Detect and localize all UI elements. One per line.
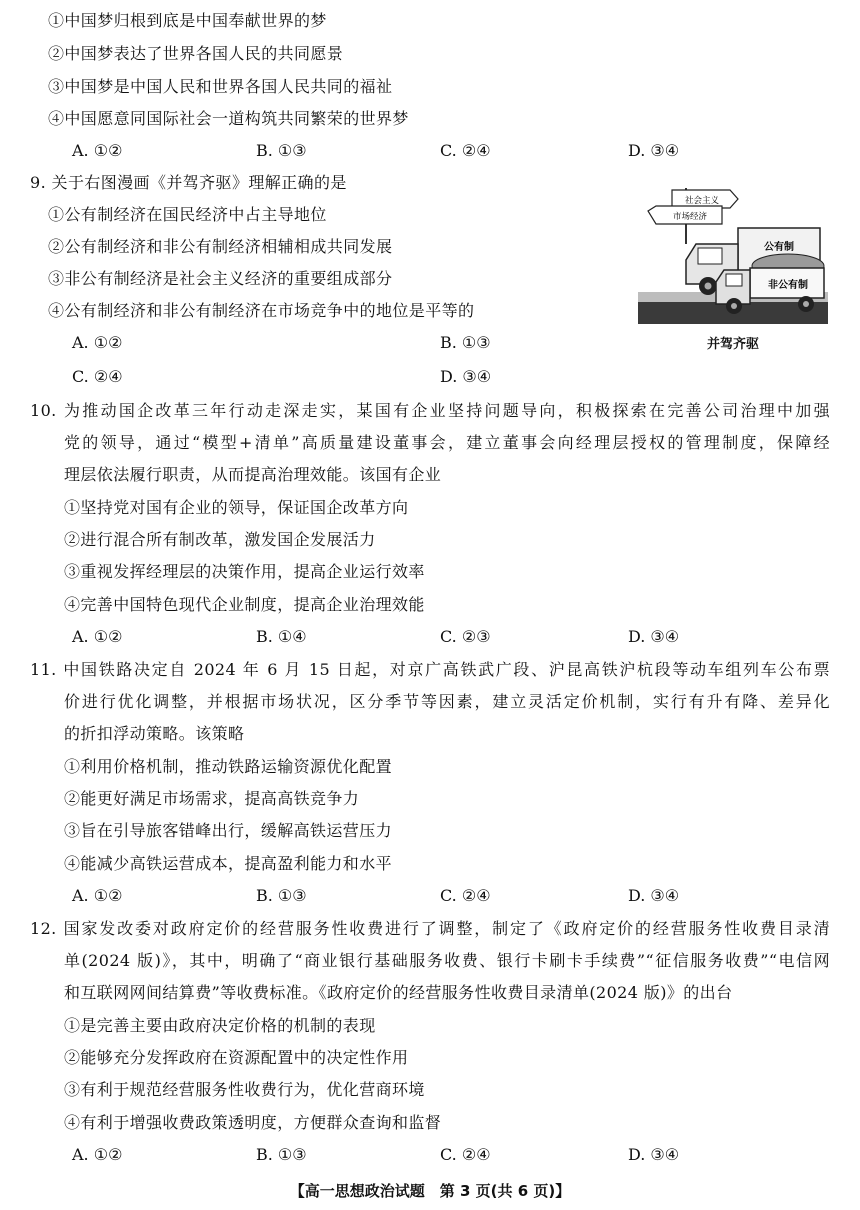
q9-item-3: ③非公有制经济是社会主义经济的重要组成部分: [48, 269, 393, 288]
q10-item-3: ③重视发挥经理层的决策作用，提高企业运行效率: [64, 562, 425, 581]
q10-item-4: ④完善中国特色现代企业制度，提高企业治理效能: [64, 595, 425, 614]
truck-public-label: 公有制: [764, 242, 794, 253]
q12-option-d: D. ③④: [628, 1145, 680, 1164]
q11-item-2: ②能更好满足市场需求，提高高铁竞争力: [64, 789, 360, 808]
q12-option-b: B. ①③: [256, 1145, 307, 1164]
q10-stem-line-2: 党的领导，通过“模型+清单”高质量建设董事会，建立董事会向经理层授权的管理制度，保障经: [64, 433, 830, 452]
q12-item-1: ①是完善主要由政府决定价格的机制的表现: [64, 1016, 376, 1035]
sign-text-top: 社会主义: [684, 196, 720, 206]
cartoon-caption: 并驾齐驱: [706, 337, 759, 352]
q10-option-c: C. ②③: [440, 627, 491, 646]
q9-option-c: C. ②④: [72, 367, 123, 386]
q11-item-4: ④能减少高铁运营成本，提高盈利能力和水平: [64, 854, 393, 873]
q9-option-d: D. ③④: [440, 367, 492, 386]
q8-item-3: ③中国梦是中国人民和世界各国人民共同的福祉: [48, 77, 393, 96]
q9-option-a: A. ①②: [72, 333, 123, 352]
q10-item-1: ①坚持党对国有企业的领导，保证国企改革方向: [64, 498, 409, 517]
q8-item-1: ①中国梦归根到底是中国奉献世界的梦: [48, 11, 327, 30]
q10-option-a: A. ①②: [72, 627, 123, 646]
q12-stem-line-1: 12. 国家发改委对政府定价的经营服务性收费进行了调整，制定了《政府定价的经营服务性收费目录清: [30, 919, 830, 938]
q10-stem-line-1: 10. 为推动国企改革三年行动走深走实，某国有企业坚持问题导向，积极探索在完善公司治理中加强: [30, 401, 830, 420]
q11-stem-line-2: 价进行优化调整，并根据市场状况，区分季节等因素，建立灵活定价机制，实行有升有降、差异化: [64, 692, 830, 711]
q12-option-a: A. ①②: [72, 1145, 123, 1164]
q11-stem-line-3: 的折扣浮动策略。该策略: [64, 724, 245, 743]
q8-option-c: C. ②④: [440, 141, 491, 160]
q11-option-c: C. ②④: [440, 886, 491, 905]
sign-text-bottom: 市场经济: [672, 212, 708, 222]
q8-option-a: A. ①②: [72, 141, 123, 160]
q10-option-d: D. ③④: [628, 627, 680, 646]
q11-item-1: ①利用价格机制，推动铁路运输资源优化配置: [64, 757, 393, 776]
q9-item-4: ④公有制经济和非公有制经济在市场竞争中的地位是平等的: [48, 301, 475, 320]
q12-item-3: ③有利于规范经营服务性收费行为，优化营商环境: [64, 1080, 425, 1099]
q12-stem-line-2: 单(2024 版)》，其中，明确了“商业银行基础服务收费、银行卡刷卡手续费”“征信服务收费”“电信网: [64, 951, 830, 970]
q8-option-b: B. ①③: [256, 141, 307, 160]
q9-item-1: ①公有制经济在国民经济中占主导地位: [48, 205, 327, 224]
q10-option-b: B. ①④: [256, 627, 307, 646]
truck-nonpublic-label: 非公有制: [768, 280, 808, 291]
q8-item-4: ④中国愿意同国际社会一道构筑共同繁荣的世界梦: [48, 109, 409, 128]
q9-option-b: B. ①③: [440, 333, 491, 352]
cartoon-illustration: [638, 184, 828, 324]
q11-option-b: B. ①③: [256, 886, 307, 905]
q12-item-2: ②能够充分发挥政府在资源配置中的决定性作用: [64, 1048, 409, 1067]
q10-stem-line-3: 理层依法履行职责，从而提高治理效能。该国有企业: [64, 465, 442, 484]
q11-option-d: D. ③④: [628, 886, 680, 905]
page-footer: 【高一思想政治试题 第 3 页(共 6 页)】: [289, 1182, 571, 1200]
q12-stem-line-3: 和互联网网间结算费”等收费标准。《政府定价的经营服务性收费目录清单(2024 版)》的出台: [64, 983, 733, 1002]
q9-item-2: ②公有制经济和非公有制经济相辅相成共同发展: [48, 237, 393, 256]
q11-stem-line-1: 11. 中国铁路决定自 2024 年 6 月 15 日起，对京广高铁武广段、沪昆高铁沪杭段等动车组列车公布票: [30, 660, 830, 679]
q12-item-4: ④有利于增强收费政策透明度，方便群众查询和监督: [64, 1113, 442, 1132]
q10-item-2: ②进行混合所有制改革，激发国企发展活力: [64, 530, 376, 549]
q11-item-3: ③旨在引导旅客错峰出行，缓解高铁运营压力: [64, 821, 393, 840]
q8-item-2: ②中国梦表达了世界各国人民的共同愿景: [48, 44, 344, 63]
q12-option-c: C. ②④: [440, 1145, 491, 1164]
q8-option-d: D. ③④: [628, 141, 680, 160]
q9-stem: 9. 关于右图漫画《并驾齐驱》理解正确的是: [30, 173, 347, 192]
q11-option-a: A. ①②: [72, 886, 123, 905]
